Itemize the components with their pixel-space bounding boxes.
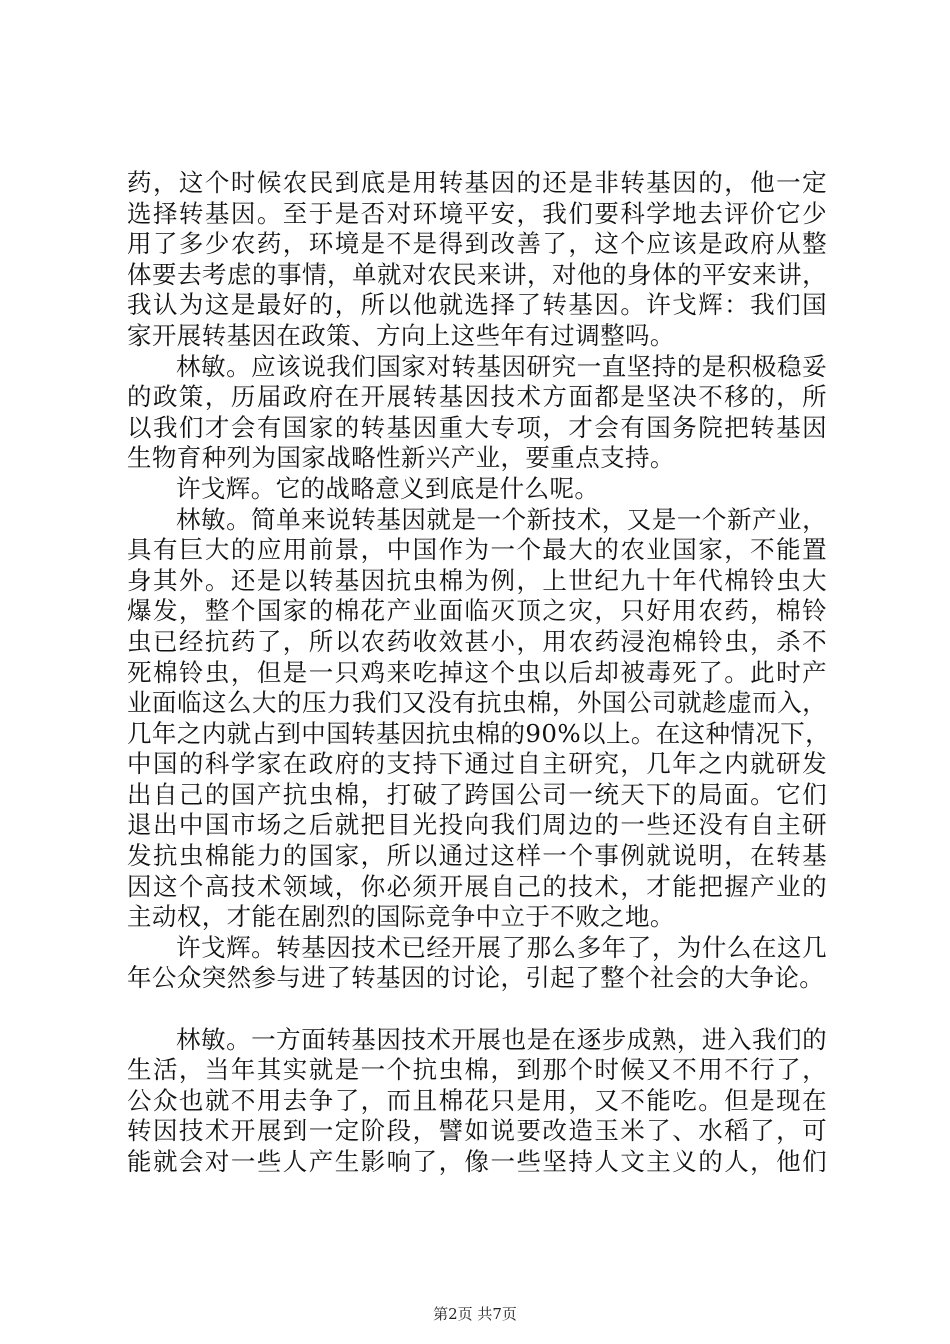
paragraph (127, 933, 827, 994)
text-line: 发抗虫棉能力的国家，所以通过这样一个事例就说明，在转基 (127, 841, 827, 871)
paragraph-gap (127, 994, 827, 1025)
text-line: 能就会对一些人产生影响了，像一些坚持人文主义的人，他们 (127, 1147, 827, 1176)
text-line: 药，这个时候农民到底是用转基因的还是非转基因的，他一定 (127, 168, 827, 197)
text-line: 退出中国市场之后就把目光投向我们周边的一些还没有自主研 (127, 810, 827, 840)
text-line: 爆发，整个国家的棉花产业面临灭顶之灾，只好用农药，棉铃 (127, 596, 827, 626)
text-line: 年公众突然参与进了转基因的讨论，引起了整个社会的大争论。 (127, 963, 825, 993)
text-line: 的政策，历届政府在开展转基因技术方面都是坚决不移的，所 (127, 382, 827, 412)
text-line: 许戈辉。它的战略意义到底是什么呢。 (176, 473, 600, 503)
text-line: 生物育种列为国家战略性新兴产业，要重点支持。 (127, 443, 675, 473)
text-line: 用了多少农药，环境是不是得到改善了，这个应该是政府从整 (127, 229, 827, 259)
text-line: 虫已经抗药了，所以农药收效甚小，用农药浸泡棉铃虫，杀不 (127, 626, 827, 656)
text-line: 主动权，才能在剧烈的国际竞争中立于不败之地。 (127, 902, 675, 932)
body-text (127, 168, 831, 1178)
text-line: 公众也就不用去争了，而且棉花只是用，又不能吃。但是现在 (127, 1085, 827, 1115)
text-line: 林敏。一方面转基因技术开展也是在逐步成熟，进入我们的 (176, 1024, 827, 1054)
text-line: 体要去考虑的事情，单就对农民来讲，对他的身体的平安来讲， (127, 259, 827, 289)
text-line: 林敏。简单来说转基因就是一个新技术，又是一个新产业， (176, 504, 827, 534)
text-line: 出自己的国产抗虫棉，打破了跨国公司一统天下的局面。它们 (127, 779, 827, 809)
text-line: 中国的科学家在政府的支持下通过自主研究，几年之内就研发 (127, 749, 827, 779)
text-line: 因这个高技术领域，你必须开展自己的技术，才能把握产业的 (127, 871, 827, 901)
text-line: 选择转基因。至于是否对环境平安，我们要科学地去评价它少 (127, 198, 827, 228)
text-line: 生活，当年其实就是一个抗虫棉，到那个时候又不用不行了， (127, 1055, 827, 1085)
text-line: 许戈辉。转基因技术已经开展了那么多年了，为什么在这几 (176, 932, 827, 962)
paragraph (127, 1025, 827, 1178)
page-footer: 第2页 共7页 (433, 1305, 517, 1323)
paragraph (127, 474, 827, 505)
text-line: 死棉铃虫，但是一只鸡来吃掉这个虫以后却被毒死了。此时产 (127, 657, 827, 687)
text-line: 我认为这是最好的，所以他就选择了转基因。许戈辉：我们国 (127, 290, 827, 320)
paragraph (127, 352, 827, 474)
text-line: 家开展转基因在政策、方向上这些年有过调整吗。 (127, 320, 675, 350)
paragraph (127, 504, 831, 933)
text-line: 以我们才会有国家的转基因重大专项，才会有国务院把转基因 (127, 412, 827, 442)
text-line: 几年之内就占到中国转基因抗虫棉的90%以上。在这种情况下， (127, 718, 831, 748)
text-line: 林敏。应该说我们国家对转基因研究一直坚持的是积极稳妥 (176, 351, 827, 381)
text-line: 业面临这么大的压力我们又没有抗虫棉，外国公司就趁虚而入， (127, 688, 827, 718)
paragraph (127, 168, 827, 352)
text-line: 转因技术开展到一定阶段，譬如说要改造玉米了、水稻了，可 (127, 1116, 827, 1146)
text-line: 具有巨大的应用前景，中国作为一个最大的农业国家，不能置 (127, 535, 827, 565)
text-line: 身其外。还是以转基因抗虫棉为例，上世纪九十年代棉铃虫大 (127, 565, 827, 595)
